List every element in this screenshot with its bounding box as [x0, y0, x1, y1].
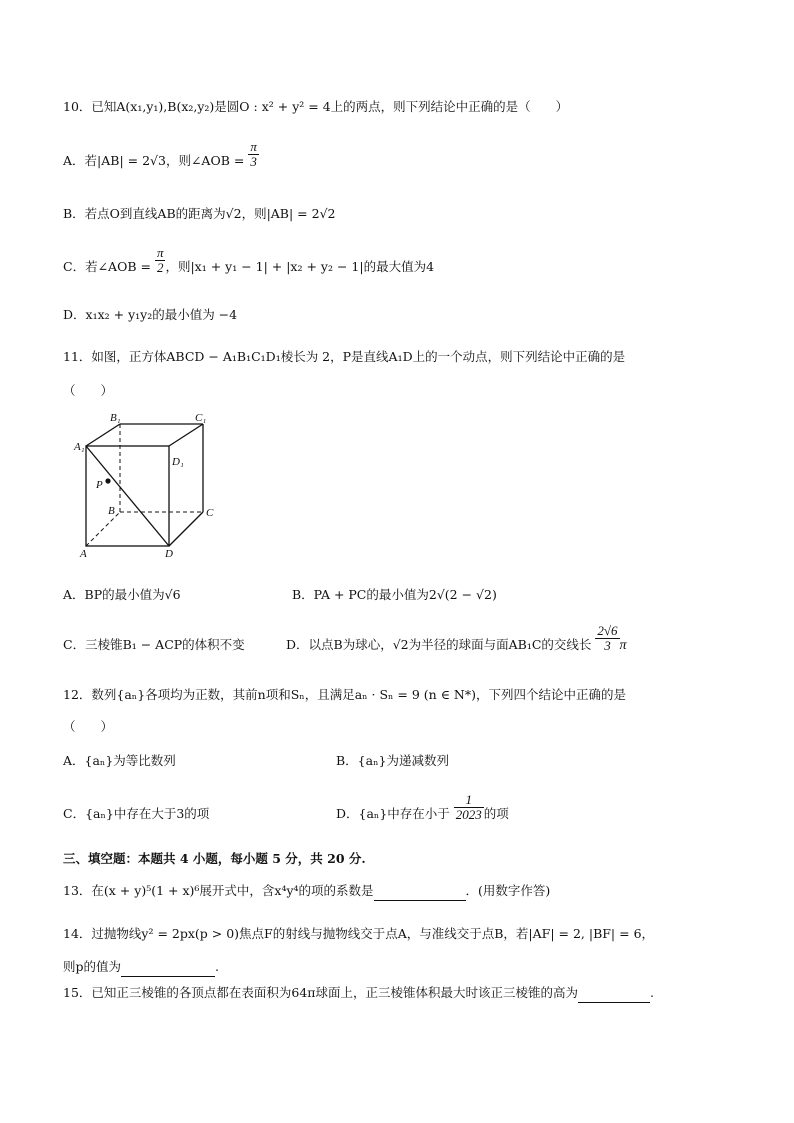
q12-stem: 12．数列{aₙ}各项均为正数，其前n项和Sₙ，且满足aₙ · Sₙ = 9 (n ∈ N*)，下列四个结论中正确的是: [63, 687, 626, 702]
q11-option-d-fraction: [595, 624, 619, 653]
label-a: A: [80, 548, 87, 558]
q10-option-b: B．若点O到直线AB的距离为√2，则|AB| = 2√2: [63, 206, 336, 221]
q14-answer-blank[interactable]: [121, 958, 215, 977]
q15-answer-blank[interactable]: [578, 984, 650, 1003]
cube-edge-d1c1: [169, 424, 203, 446]
q12-option-b: B．{aₙ}为递减数列: [336, 753, 449, 768]
label-a1: A₁: [74, 441, 85, 453]
q11-option-a: A．BP的最小值为√6: [63, 587, 181, 602]
q11-option-c: C．三棱锥B₁ − ACP的体积不变: [63, 637, 245, 652]
q11-option-b: B．PA + PC的最小值为2√(2 − √2): [292, 587, 497, 602]
q11-paren: （ ）: [63, 383, 114, 398]
q14-end: .: [215, 959, 219, 974]
q10-option-a-text: A．若|AB| = 2√3，则∠AOB =: [63, 153, 245, 168]
label-d: D: [165, 548, 173, 558]
cube-figure: [70, 408, 230, 558]
q14-line2: [63, 958, 219, 977]
q15: [63, 984, 654, 1003]
q12-option-d: [336, 792, 509, 823]
q13-answer-blank[interactable]: [374, 882, 466, 901]
label-b1: B₁: [110, 412, 121, 424]
cube-hidden-edge-ab: [86, 512, 120, 546]
section-heading-fill-in: 三、填空题：本题共 4 小题，每小题 5 分，共 20 分.: [63, 851, 366, 866]
fraction-denominator: 3: [250, 154, 257, 169]
q15-text: 15．已知正三棱锥的各顶点都在表面积为64π球面上，正三棱锥体积最大时该正三棱锥的高为: [63, 985, 579, 1000]
cube-edge-a1b1: [86, 424, 120, 446]
q11-stem: 11．如图，正方体ABCD − A₁B₁C₁D₁棱长为 2，P是直线A₁D上的一个动点，则下列结论中正确的是: [63, 349, 626, 364]
q10-option-d: D．x₁x₂ + y₁y₂的最小值为 −4: [63, 307, 238, 322]
q14-line1: 14．过抛物线y² = 2px(p > 0)焦点F的射线与抛物线交于点A，与准线交于点B，若|AF| = 2, |BF| = 6，: [63, 926, 655, 941]
q14-text: 则p的值为: [63, 959, 122, 974]
q13-note: ．(用数字作答): [465, 883, 551, 898]
label-d1: D₁: [172, 456, 184, 468]
label-c: C: [206, 507, 214, 519]
label-b: B: [108, 505, 115, 517]
fraction-numerator: 2√6: [597, 623, 618, 638]
q12-option-a: A．{aₙ}为等比数列: [63, 753, 176, 768]
q10-option-c: [63, 245, 435, 276]
q10-option-a-fraction: [248, 140, 259, 169]
q12-option-d-fraction: [454, 793, 484, 822]
fraction-denominator: 3: [604, 638, 611, 653]
label-c1: C₁: [195, 412, 207, 424]
q11-option-d: [286, 623, 627, 655]
q11-option-d-pi: π: [619, 638, 627, 653]
q12-option-d-rest: 的项: [483, 806, 509, 821]
q10-option-a: [63, 139, 259, 170]
q13-text: 13．在(x + y)⁵(1 + x)⁶展开式中，含x⁴y⁴的项的系数是: [63, 883, 374, 898]
q10-stem: 10．已知A(x₁,y₁),B(x₂,y₂)是圆O : x² + y² = 4上的两点，则下列结论中正确的是（ ）: [63, 99, 569, 114]
q15-end: .: [650, 985, 655, 1000]
label-p: P: [96, 479, 103, 491]
fraction-numerator: 1: [454, 793, 484, 808]
point-p: [105, 478, 110, 483]
fraction-denominator: 2023: [455, 807, 482, 822]
q10-option-c-rest: ，则|x₁ + y₁ − 1| + |x₂ + y₂ − 1|的最大值为4: [165, 259, 435, 274]
q10-option-c-fraction: [155, 246, 166, 275]
q11-option-d-text: D．以点B为球心，√2为半径的球面与面AB₁C的交线长: [286, 637, 592, 652]
cube-edge-dc: [169, 512, 203, 546]
fraction-numerator: π: [250, 139, 257, 154]
q10-option-c-text: C．若∠AOB =: [63, 259, 151, 274]
q12-option-d-text: D．{aₙ}中存在小于: [336, 806, 450, 821]
cube-diagonal-a1d: [86, 446, 169, 546]
fraction-numerator: π: [156, 245, 164, 260]
q13: [63, 882, 550, 901]
fraction-denominator: 2: [156, 260, 164, 275]
q12-option-c: C．{aₙ}中存在大于3的项: [63, 806, 210, 821]
q12-paren: （ ）: [63, 719, 114, 734]
